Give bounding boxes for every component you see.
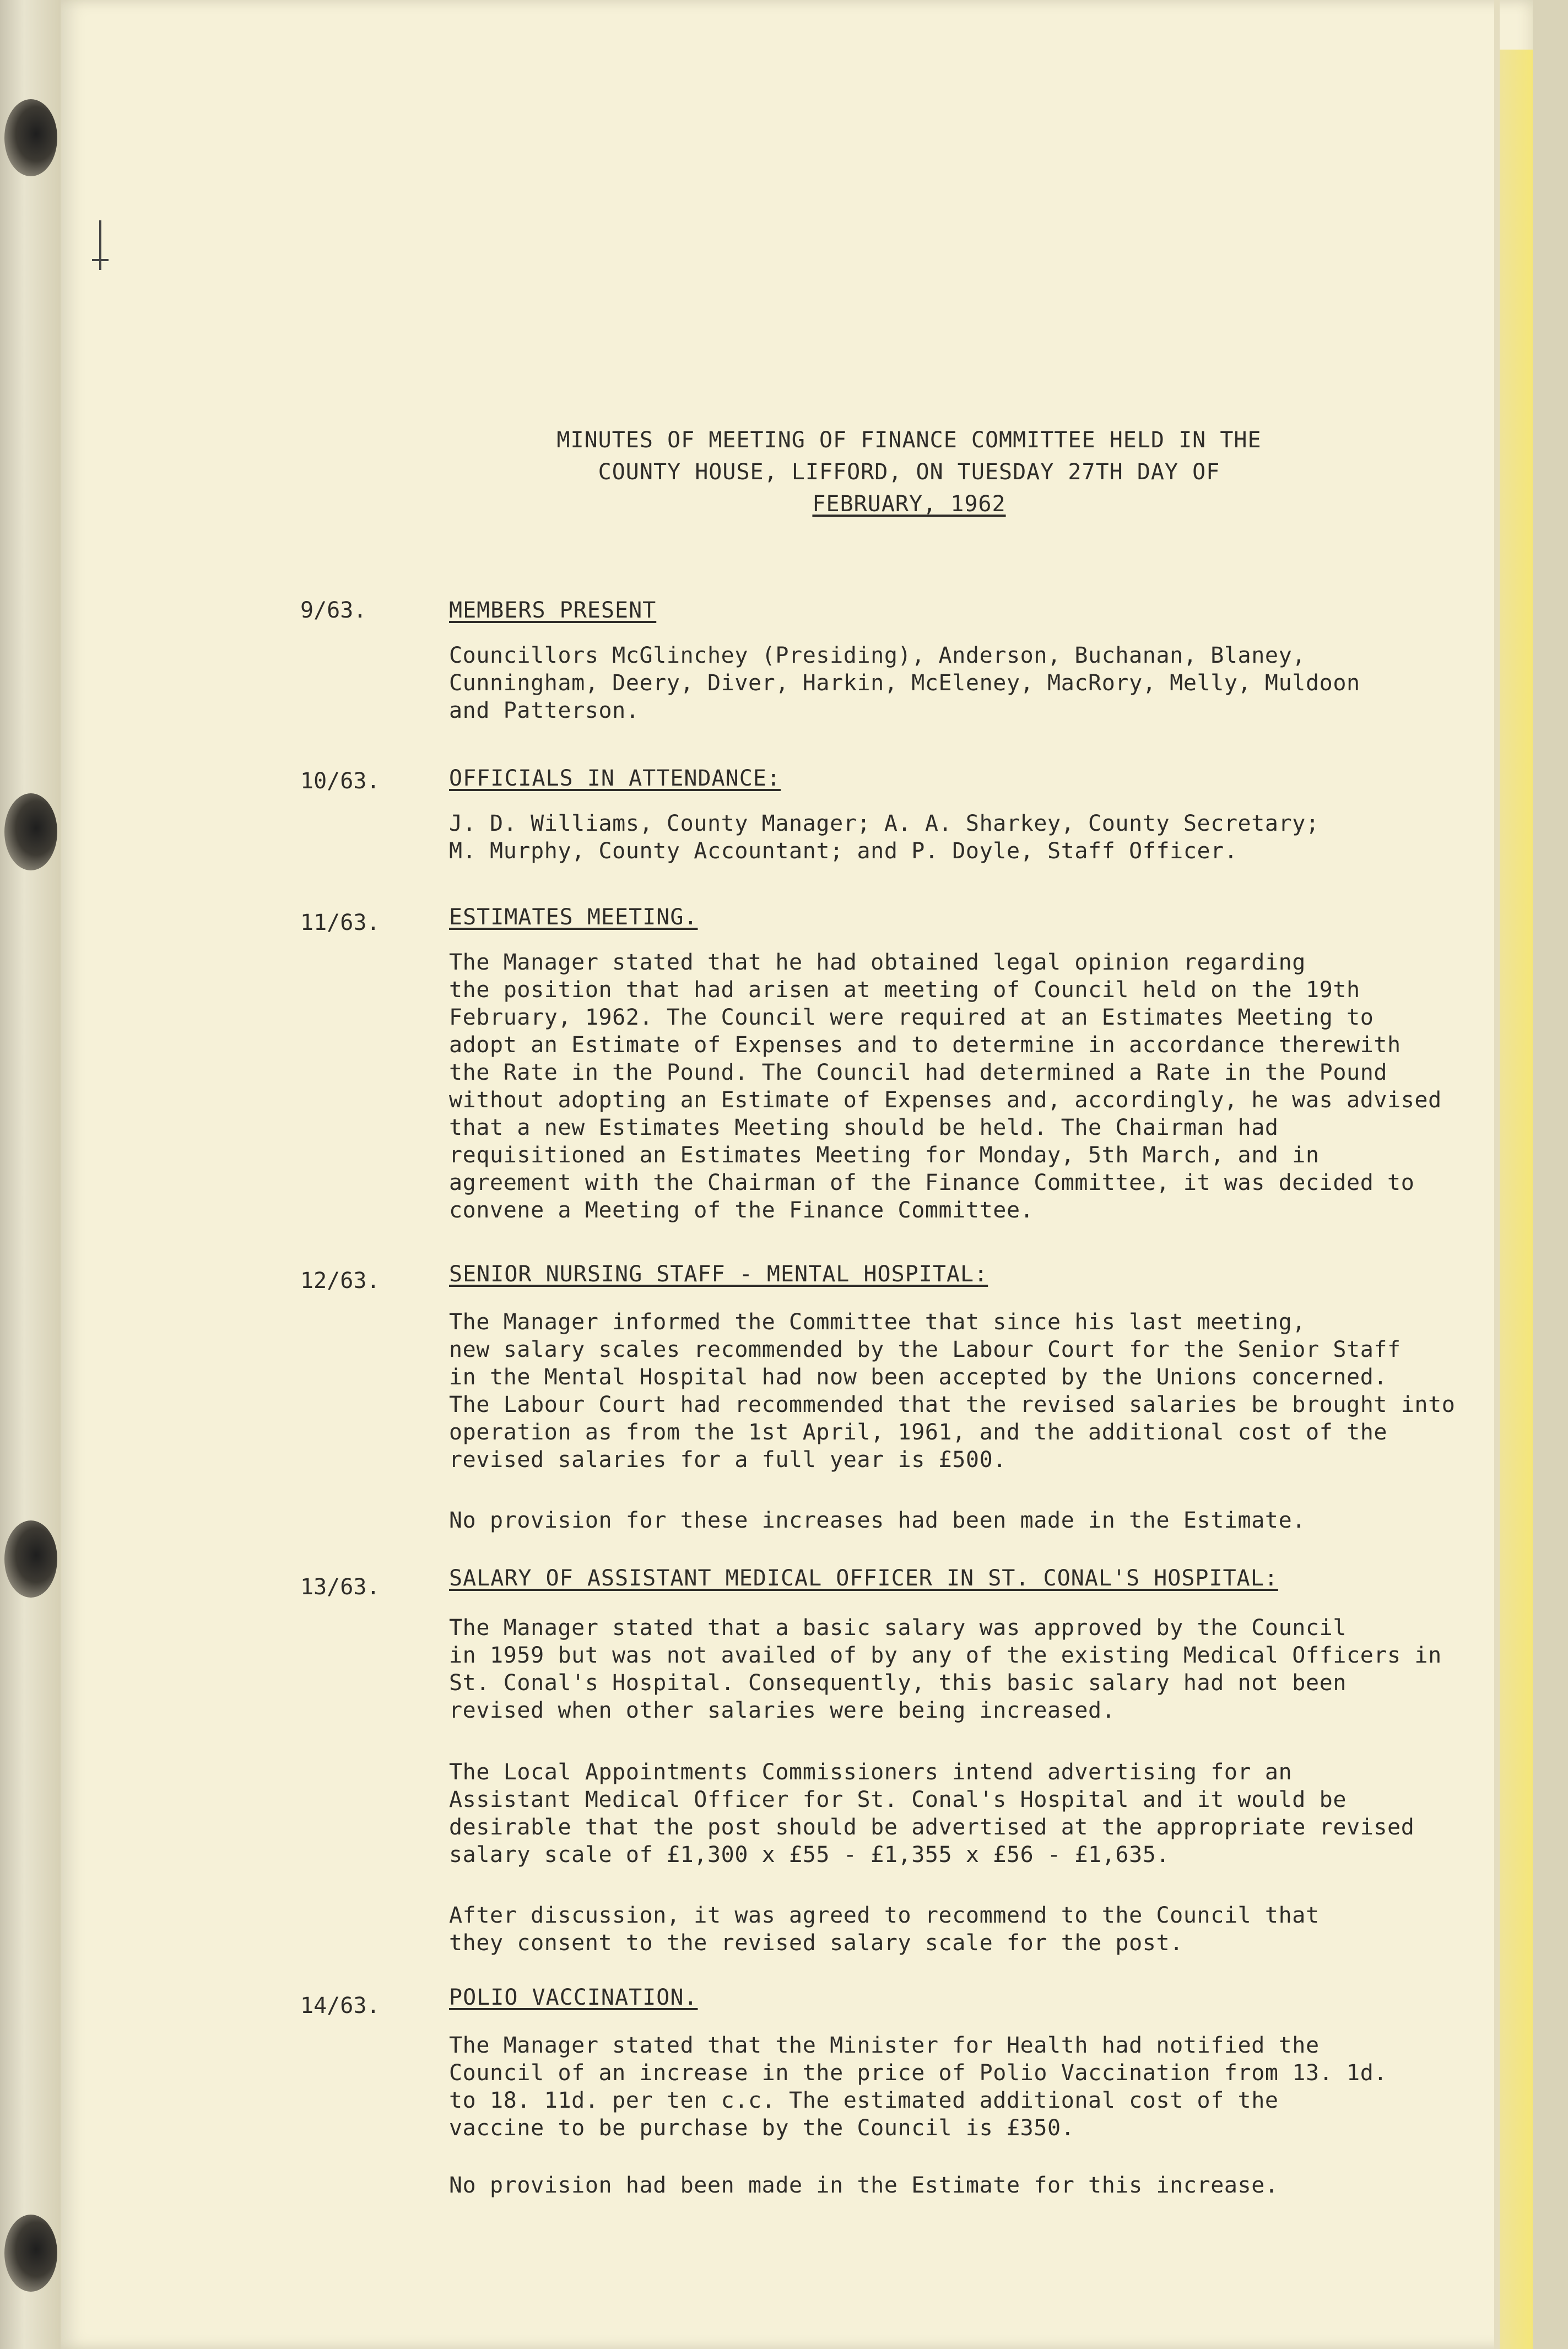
- item-paragraph: Councillors McGlinchey (Presiding), Anderson, Buchanan, Blaney, Cunningham, Deery, Diver, Harkin, McEleney, MacRory, Melly, Muldoon and Patterson.: [449, 643, 1360, 723]
- item-title: SALARY OF ASSISTANT MEDICAL OFFICER IN ST. CONAL'S HOSPITAL:: [449, 1566, 1278, 1591]
- item-number: 11/63.: [300, 910, 380, 935]
- heading-line-2: COUNTY HOUSE, LIFFORD, ON TUESDAY 27TH DAY OF: [598, 459, 1220, 485]
- heading-line-1: MINUTES OF MEETING OF FINANCE COMMITTEE HELD IN THE: [556, 427, 1262, 453]
- item-paragraph: No provision had been made in the Estimate for this increase.: [449, 2173, 1279, 2198]
- item-title: POLIO VACCINATION.: [449, 1985, 698, 2010]
- document-heading: [496, 424, 1322, 520]
- item-paragraph: The Manager stated that the Minister for Health had notified the Council of an increase in the price of Polio Vaccination from 13. 1d. to 18. 11d. per ten c.c. The estimated additional cost of the vaccine to be purchase by the Council is £350.: [449, 2033, 1388, 2141]
- heading-line-3: FEBRUARY, 1962: [812, 491, 1006, 517]
- item-number: 14/63.: [300, 1993, 380, 2018]
- item-paragraph: J. D. Williams, County Manager; A. A. Sharkey, County Secretary; M. Murphy, County Accountant; and P. Doyle, Staff Officer.: [449, 811, 1320, 864]
- item-paragraph: After discussion, it was agreed to recommend to the Council that they consent to the revised salary scale for the post.: [449, 1903, 1320, 1956]
- item-paragraph: The Manager stated that he had obtained legal opinion regarding the position that had arisen at meeting of Council held on the 19th February, 1962. The Council were required at an Estimates Meeting to adopt an Estimate of Expenses and to determine in accordance therewith the Rate in the Pound. The Council had determined a Rate in the Pound without adopting an Estimate of Expenses and, accordingly, he was advised that a new Estimates Meeting should be held. The Chairman had requisitioned an Estimates Meeting for Monday, 5th March, and in agreement with the Chairman of the Finance Committee, it was decided to convene a Meeting of the Finance Committee.: [449, 950, 1442, 1223]
- item-paragraph: The Local Appointments Commissioners intend advertising for an Assistant Medical Officer for St. Conal's Hospital and it would be desirable that the post should be advertised at the appropriate revised salary scale of £1,300 x £55 - £1,355 x £56 - £1,635.: [449, 1760, 1415, 1868]
- item-number: 9/63.: [300, 598, 367, 623]
- item-paragraph: The Manager informed the Committee that since his last meeting, new salary scales recommended by the Labour Court for the Senior Staff in the Mental Hospital had now been accepted by the Unions concerned. The Labour Court had recommended that the revised salaries be brought into operation as from the 1st April, 1961, and the additional cost of the revised salaries for a full year is £500.: [449, 1309, 1456, 1473]
- item-title: ESTIMATES MEETING.: [449, 905, 698, 930]
- item-title: MEMBERS PRESENT: [449, 598, 657, 623]
- item-paragraph: The Manager stated that a basic salary was approved by the Council in 1959 but was not availed of by any of the existing Medical Officers in St. Conal's Hospital. Consequently, this basic salary had not been revised when other salaries were being increased.: [449, 1615, 1442, 1723]
- item-title: OFFICIALS IN ATTENDANCE:: [449, 766, 781, 791]
- item-number: 12/63.: [300, 1268, 380, 1293]
- item-number: 10/63.: [300, 768, 380, 794]
- item-title: SENIOR NURSING STAFF - MENTAL HOSPITAL:: [449, 1262, 988, 1287]
- item-paragraph: No provision for these increases had been made in the Estimate.: [449, 1508, 1306, 1533]
- item-number: 13/63.: [300, 1574, 380, 1600]
